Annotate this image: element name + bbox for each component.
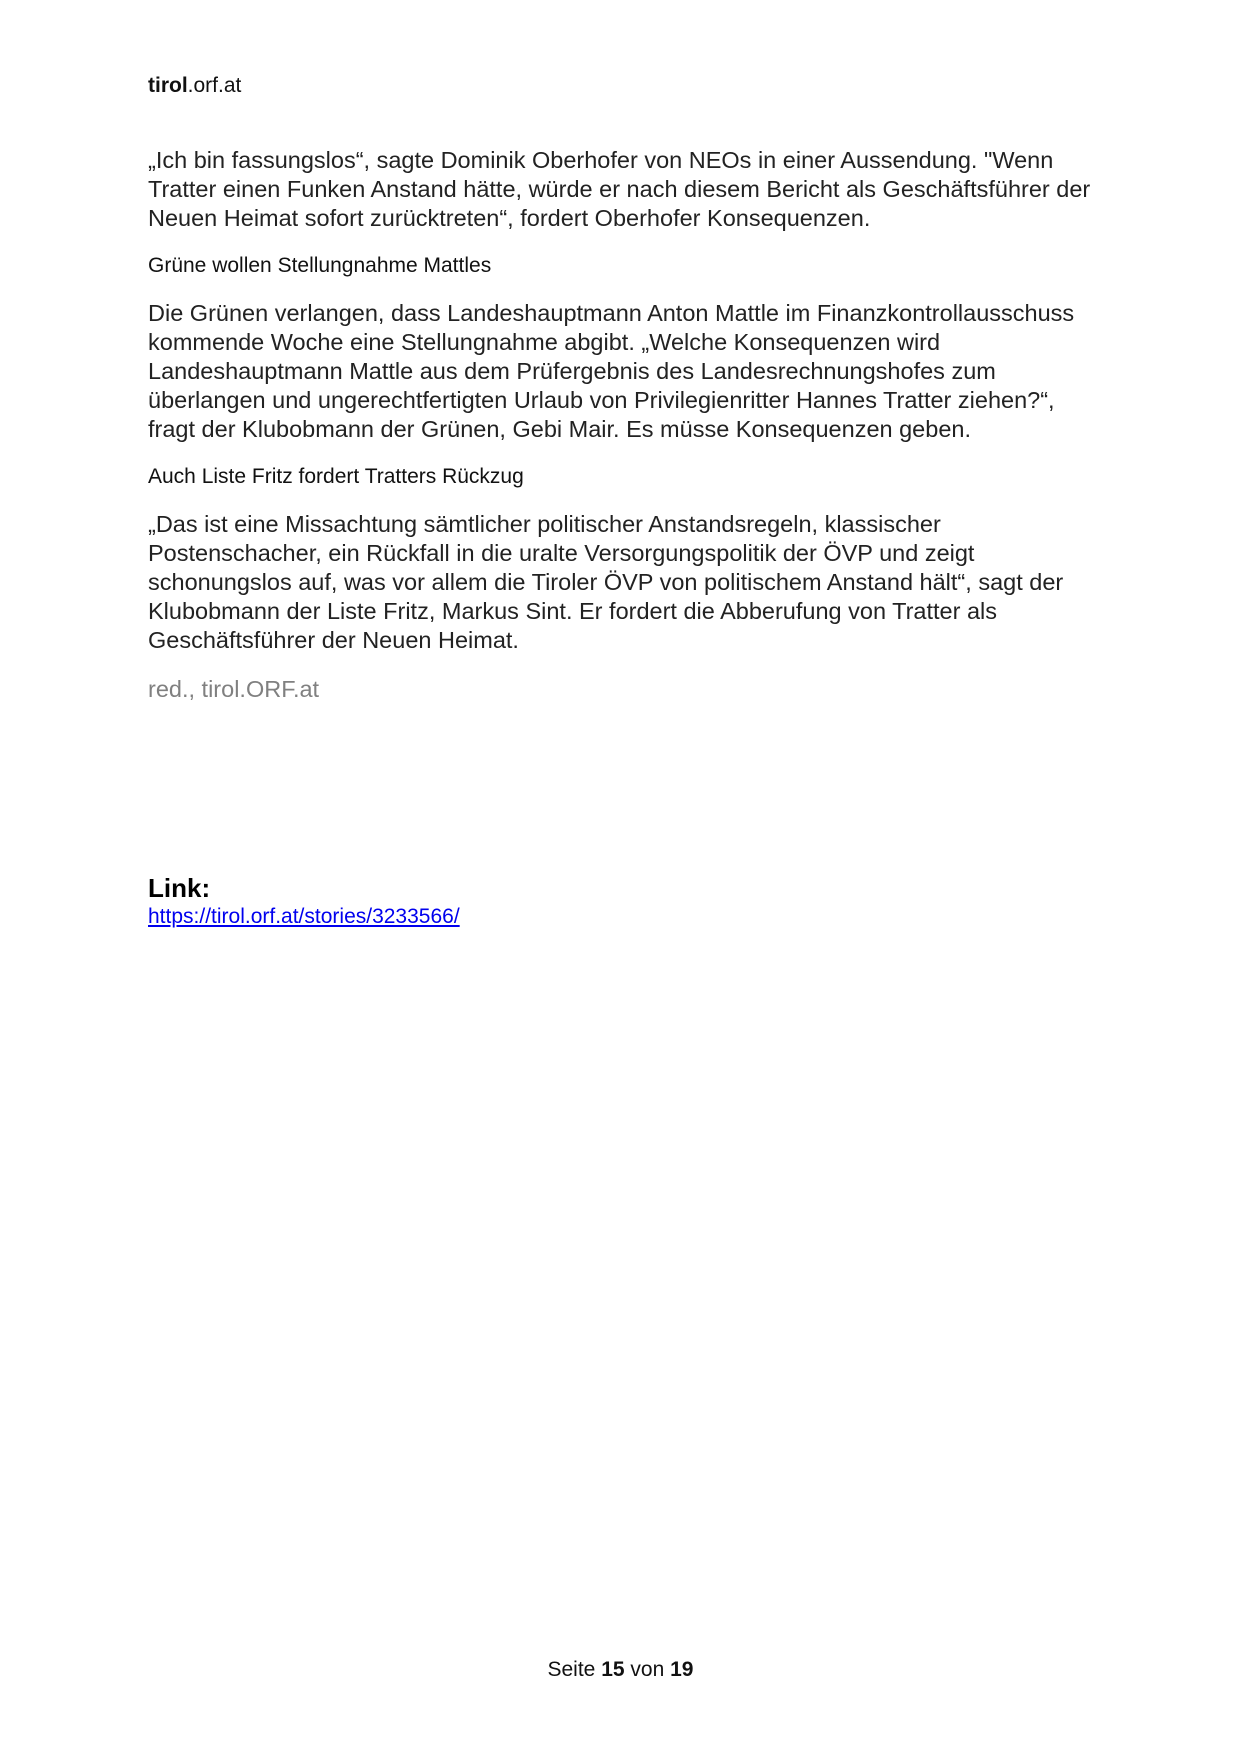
total-pages: 19 [670, 1658, 694, 1681]
page-prefix: Seite [547, 1658, 596, 1681]
article-body [148, 146, 1098, 704]
link-label: Link: [148, 873, 211, 903]
source-name-bold: tirol [148, 74, 188, 97]
paragraph-neos: „Ich bin fassungslos“, sagte Dominik Oberhofer von NEOs in einer Aussendung. "Wenn Tratter einen Funken Anstand hätte, würde er nach diesem Bericht als Geschäftsführer der Neuen Heimat sofort zurücktreten“, fordert Oberhofer Konsequenzen. [148, 147, 1091, 231]
source-header [148, 74, 241, 98]
subheading-gruene: Grüne wollen Stellungnahme Mattles [148, 254, 492, 277]
subheading-liste-fritz: Auch Liste Fritz fordert Tratters Rückzug [148, 465, 524, 488]
source-domain: .orf.at [187, 74, 242, 97]
paragraph-liste-fritz: „Das ist eine Missachtung sämtlicher politischer Anstandsregeln, klassischer Postenschacher, ein Rückfall in die uralte Versorgungspolitik der ÖVP und zeigt schonungslos auf, was vor allem die Tiroler ÖVP von politischem Anstand hält“, sagt der Klubobmann der Liste Fritz, Markus Sint. Er fordert die Abberufung von Tratter als Geschäftsführer der Neuen Heimat. [148, 511, 1064, 653]
page-number [0, 1658, 1241, 1682]
paragraph-gruene: Die Grünen verlangen, dass Landeshauptmann Anton Mattle im Finanzkontrollausschuss kommende Woche eine Stellungnahme abgibt. „Welche Konsequenzen wird Landeshauptmann Mattle aus dem Prüfergebnis des Landesrechnungshofes zum überlangen und ungerechtfertigten Urlaub von Privilegienritter Hannes Tratter ziehen?“, fragt der Klubobmann der Grünen, Gebi Mair. Es müsse Konsequenzen geben. [148, 300, 1075, 442]
current-page: 15 [601, 1658, 625, 1681]
page-middle: von [630, 1658, 665, 1681]
story-link[interactable]: https://tirol.orf.at/stories/3233566/ [148, 905, 460, 928]
author-credit: red., tirol.ORF.at [148, 676, 320, 702]
